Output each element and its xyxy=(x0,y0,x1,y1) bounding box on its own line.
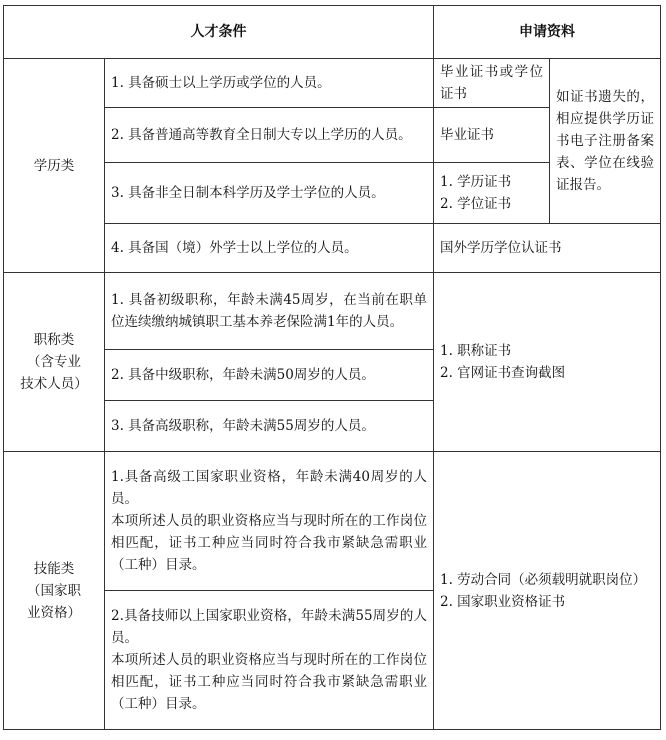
title-material-line-1: 1. 职称证书 xyxy=(440,343,512,359)
category-title xyxy=(4,273,105,452)
skill-condition-1-note: 本项所述人员的职业资格应当与现时所在的工作岗位相匹配，证书工种应当同时符合我市紧缺急需职业（工种）目录。 xyxy=(111,513,427,573)
header-materials: 申请资料 xyxy=(434,6,661,59)
skill-condition-2-note: 本项所述人员的职业资格应当与现时所在的工作岗位相匹配，证书工种应当同时符合我市紧缺急需职业（工种）目录。 xyxy=(111,652,427,712)
skill-condition-2 xyxy=(105,591,434,730)
education-material-2: 毕业证书 xyxy=(434,108,550,163)
category-skill-line-1: 技能类 xyxy=(33,560,75,577)
education-condition-2: 2. 具备普通高等教育全日制大专以上学历的人员。 xyxy=(105,108,434,163)
title-condition-2: 2. 具备中级职称，年龄未满50周岁的人员。 xyxy=(105,350,434,401)
category-title-line-2: （含专业 xyxy=(27,354,81,370)
skill-condition-2-main: 2.具备技师以上国家职业资格，年龄未满55周岁的人员。 xyxy=(111,608,427,646)
skill-materials xyxy=(434,452,661,730)
skill-condition-1-main: 1.具备高级工国家职业资格，年龄未满40周岁的人员。 xyxy=(111,469,427,507)
education-condition-4: 4. 具备国（境）外学士以上学位的人员。 xyxy=(105,224,434,273)
requirements-table xyxy=(3,5,661,730)
education-material-1: 毕业证书或学位证书 xyxy=(434,59,550,108)
education-condition-3: 3. 具备非全日制本科学历及学士学位的人员。 xyxy=(105,163,434,224)
header-row xyxy=(4,6,661,59)
title-condition-3: 3. 具备高级职称，年龄未满55周岁的人员。 xyxy=(105,401,434,452)
category-title-line-3: 技术人员） xyxy=(20,376,88,392)
education-material-3-line-1: 1. 学历证书 xyxy=(440,174,512,190)
category-title-line-1: 职称类 xyxy=(33,332,75,348)
education-condition-1: 1. 具备硕士以上学历或学位的人员。 xyxy=(105,59,434,108)
skill-material-line-2: 2. 国家职业资格证书 xyxy=(440,593,566,610)
category-skill-line-3: 业资格） xyxy=(27,604,81,621)
category-skill xyxy=(4,452,105,730)
category-skill-line-2: （国家职 xyxy=(27,582,81,599)
header-conditions: 人才条件 xyxy=(4,6,434,59)
skill-condition-1 xyxy=(105,452,434,591)
title-material-line-2: 2. 官网证书查询截图 xyxy=(440,365,566,381)
table-row xyxy=(4,273,661,350)
skill-material-line-1: 1. 劳动合同（必须载明就职岗位） xyxy=(440,571,647,588)
education-material-4: 国外学历学位认证书 xyxy=(434,224,661,273)
table-row xyxy=(4,59,661,108)
lost-certificate-note: 如证书遗失的，相应提供学历证书电子注册备案表、学位在线验证报告。 xyxy=(550,59,661,224)
title-condition-1: 1. 具备初级职称，年龄未满45周岁，在当前在职单位连续缴纳城镇职工基本养老保险满1年的人员。 xyxy=(105,273,434,350)
education-material-3-line-2: 2. 学位证书 xyxy=(440,196,512,212)
table-row xyxy=(4,452,661,591)
title-materials xyxy=(434,273,661,452)
education-material-3 xyxy=(434,163,550,224)
category-education: 学历类 xyxy=(4,59,105,273)
